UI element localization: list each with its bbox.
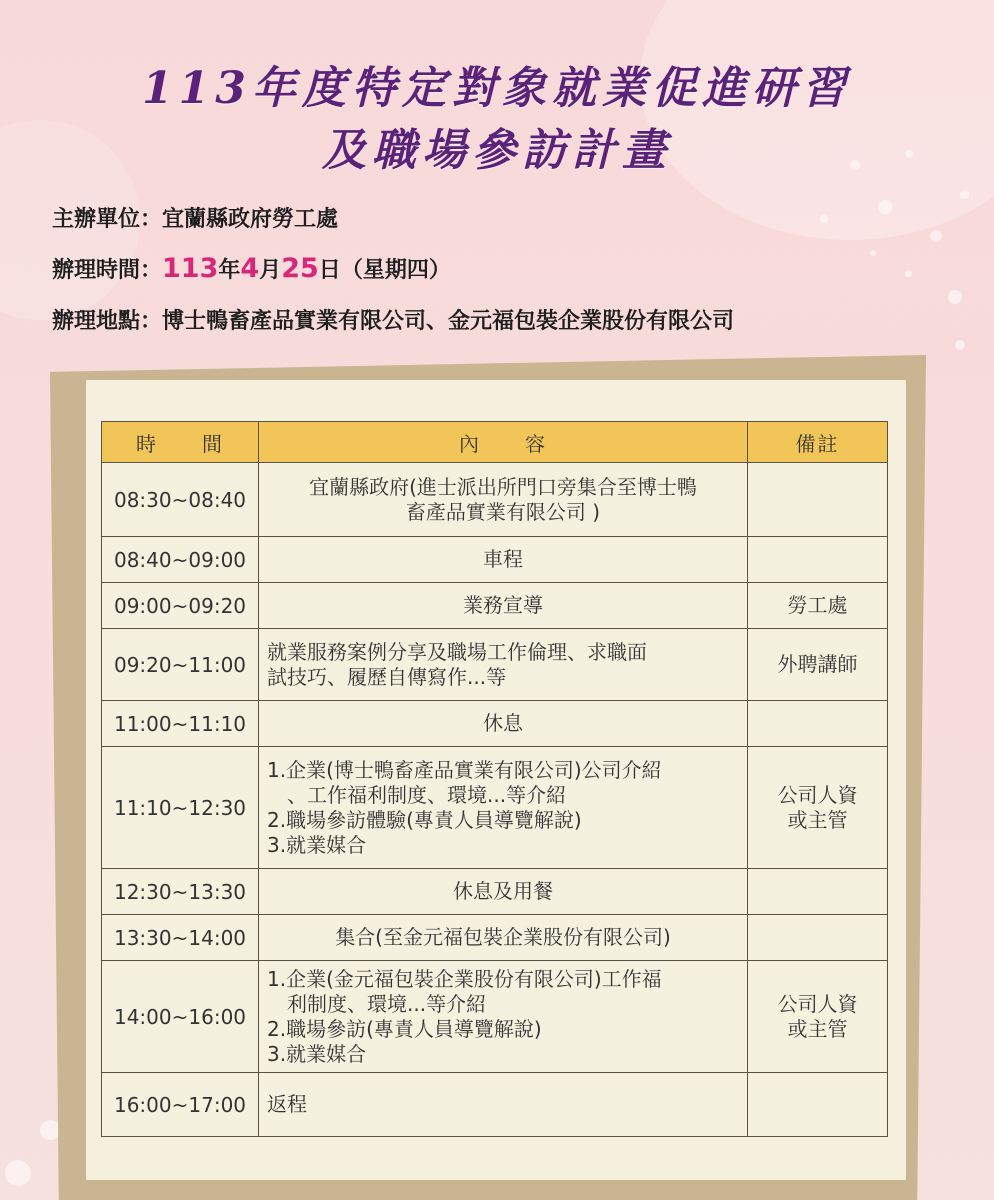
page-title-line2: 及職場參訪計畫 bbox=[322, 125, 672, 176]
row-content bbox=[259, 463, 748, 537]
table-row bbox=[102, 537, 888, 583]
row-time: 11:10~12:30 bbox=[102, 747, 259, 869]
row-note bbox=[748, 915, 888, 961]
row-content bbox=[259, 961, 748, 1073]
header-time: 時 間 bbox=[102, 422, 259, 463]
row-time: 14:00~16:00 bbox=[102, 961, 259, 1073]
row-note bbox=[748, 1073, 888, 1137]
row-time: 09:20~11:00 bbox=[102, 629, 259, 701]
note-line: 公司人資 bbox=[777, 991, 858, 1016]
table-header-row bbox=[102, 422, 888, 463]
note-line: 勞工處 bbox=[787, 593, 848, 617]
row-time: 11:00~11:10 bbox=[102, 701, 259, 747]
content-line: 1.企業(金元福包裝企業股份有限公司)工作福 bbox=[267, 966, 662, 991]
content-line: 畜產品實業有限公司 ) bbox=[405, 499, 601, 524]
location-label: 辦理地點： bbox=[52, 309, 163, 334]
row-content bbox=[259, 869, 748, 915]
row-content bbox=[259, 629, 748, 701]
row-content bbox=[259, 1073, 748, 1137]
row-time: 16:00~17:00 bbox=[102, 1073, 259, 1137]
table-row bbox=[102, 869, 888, 915]
time-label: 辦理時間： bbox=[52, 258, 163, 283]
row-note bbox=[748, 583, 888, 629]
location-info bbox=[52, 304, 734, 335]
content-line: 試技巧、履歷自傳寫作...等 bbox=[267, 664, 507, 689]
time-month-unit: 月 bbox=[259, 258, 282, 283]
content-line: 2.職場參訪(專責人員導覽解說) bbox=[267, 1016, 542, 1041]
content-line: 2.職場參訪體驗(專責人員導覽解說) bbox=[267, 807, 582, 832]
row-note bbox=[748, 463, 888, 537]
row-content bbox=[259, 915, 748, 961]
header-content: 內 容 bbox=[259, 422, 748, 463]
table-row bbox=[102, 701, 888, 747]
content-line: 、工作福利制度、環境...等介紹 bbox=[267, 782, 567, 807]
row-note bbox=[748, 701, 888, 747]
time-day-unit: 日 bbox=[318, 258, 341, 283]
row-content bbox=[259, 583, 748, 629]
time-month: 4 bbox=[240, 253, 260, 284]
row-time: 08:40~09:00 bbox=[102, 537, 259, 583]
table-row bbox=[102, 961, 888, 1073]
organizer-value: 宜蘭縣政府勞工處 bbox=[162, 207, 339, 232]
row-time: 13:30~14:00 bbox=[102, 915, 259, 961]
content-line: 返程 bbox=[267, 1092, 307, 1116]
row-time: 12:30~13:30 bbox=[102, 869, 259, 915]
table-row bbox=[102, 463, 888, 537]
time-info bbox=[52, 253, 451, 284]
row-note bbox=[748, 869, 888, 915]
location-value: 博士鴨畜產品實業有限公司、金元福包裝企業股份有限公司 bbox=[162, 309, 735, 334]
content-line: 1.企業(博士鴨畜產品實業有限公司)公司介紹 bbox=[267, 757, 662, 782]
table-row bbox=[102, 747, 888, 869]
time-year-unit: 年 bbox=[218, 258, 241, 283]
time-weekday: （星期四） bbox=[340, 258, 451, 283]
content-line: 休息 bbox=[483, 711, 523, 735]
content-line: 3.就業媒合 bbox=[267, 1041, 367, 1066]
table-row bbox=[102, 915, 888, 961]
content-line: 就業服務案例分享及職場工作倫理、求職面 bbox=[267, 639, 647, 664]
time-day: 25 bbox=[281, 253, 319, 284]
note-line: 公司人資 bbox=[777, 782, 858, 807]
row-content bbox=[259, 701, 748, 747]
row-time: 09:00~09:20 bbox=[102, 583, 259, 629]
content-line: 車程 bbox=[483, 547, 523, 571]
content-line: 3.就業媒合 bbox=[267, 832, 367, 857]
row-time: 08:30~08:40 bbox=[102, 463, 259, 537]
content-line: 業務宣導 bbox=[463, 593, 543, 617]
row-note bbox=[748, 747, 888, 869]
table-row bbox=[102, 629, 888, 701]
note-line: 或主管 bbox=[787, 1016, 848, 1041]
header-note: 備註 bbox=[748, 422, 888, 463]
content-line: 集合(至金元福包裝企業股份有限公司) bbox=[335, 925, 671, 949]
row-note bbox=[748, 961, 888, 1073]
row-note bbox=[748, 629, 888, 701]
note-line: 外聘講師 bbox=[777, 652, 858, 676]
organizer-label: 主辦單位： bbox=[52, 207, 163, 232]
content-line: 利制度、環境...等介紹 bbox=[267, 991, 487, 1016]
time-year: 113 bbox=[162, 253, 219, 284]
schedule-table bbox=[101, 421, 888, 1137]
row-content bbox=[259, 537, 748, 583]
page-title-line1: 113年度特定對象就業促進研習 bbox=[142, 63, 852, 114]
row-note bbox=[748, 537, 888, 583]
row-content bbox=[259, 747, 748, 869]
content-line: 休息及用餐 bbox=[453, 879, 553, 903]
organizer-info bbox=[52, 202, 338, 233]
table-row bbox=[102, 1073, 888, 1137]
table-row bbox=[102, 583, 888, 629]
content-line: 宜蘭縣政府(進士派出所門口旁集合至博士鴨 bbox=[309, 474, 697, 499]
note-line: 或主管 bbox=[787, 807, 848, 832]
